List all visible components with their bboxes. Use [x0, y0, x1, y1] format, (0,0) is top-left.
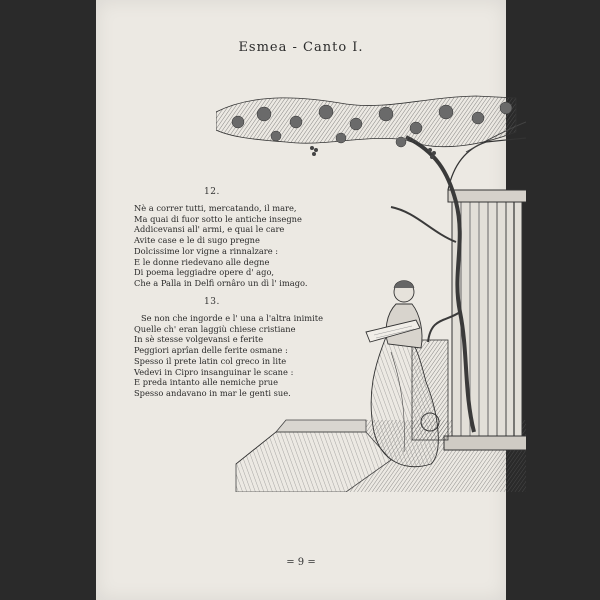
stanza-number-12: 12.: [204, 187, 220, 197]
verse-line: Che a Palla in Delfi ornâro un dì l' imago.: [134, 277, 308, 288]
verse-line: Avite case e le di sugo pregne: [134, 235, 260, 246]
seated-woman-figure: [366, 281, 448, 467]
verse-line: E preda intanto alle nemiche prue: [134, 377, 279, 388]
page-number: = 9 =: [286, 557, 316, 568]
stanza-12: [134, 203, 308, 289]
verse-line: Ma quai di fuor sotto le antiche insegne: [134, 213, 302, 224]
verse-line: Peggiori aprîan delle ferite osmane :: [134, 345, 288, 356]
stanza-13: [134, 313, 323, 399]
running-title: Esmea - Canto I.: [238, 40, 364, 55]
verse-line: Spesso il prete latin col greco in lite: [134, 355, 287, 366]
book-page: [96, 0, 506, 600]
verse-line: Di poema leggiadre opere d' ago,: [134, 267, 275, 278]
verse-line: E le donne riedevano alle degne: [134, 256, 270, 267]
stanza-number-13: 13.: [204, 297, 220, 307]
verse-line: Vedevi in Cipro insanguinar le scane :: [134, 366, 294, 377]
verse-line: Se non che ingorde e l' una a l'altra inimite: [141, 313, 324, 323]
verse-line: Quelle ch' eran laggiù chiese cristiane: [134, 323, 296, 334]
engraving-illustration: [216, 92, 526, 492]
verse-line: Dolcissime lor vigne a rinnalzare :: [134, 245, 279, 256]
verse-line: Addicevansi all' armi, e quai le care: [134, 224, 285, 235]
verse-line: Nè a correr tutti, mercatando, il mare,: [134, 203, 297, 213]
verse-line: Spesso andavano in mar le genti sue.: [134, 387, 291, 398]
verse-line: In sè stesse volgevansi e ferite: [134, 334, 264, 345]
